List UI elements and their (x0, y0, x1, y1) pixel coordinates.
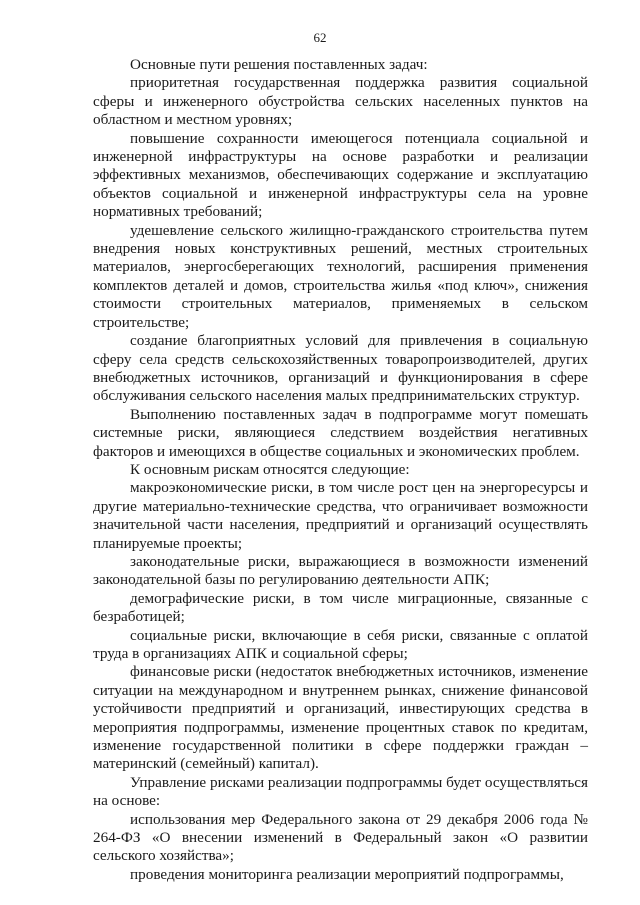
paragraph-demographic-risks: демографические риски, в том числе миграционные, связанные с безработицей; (93, 589, 588, 626)
paragraph-infrastructure: повышение сохранности имеющегося потенциала социальной и инженерной инфраструктуры на основе разработки и реализации эффективных механизмов, обеспечивающих содержание и эксплуатацию объектов социальной и инженерной инфраструктуры села на уровне нормативных требований; (93, 129, 588, 221)
paragraph-monitoring: проведения мониторинга реализации мероприятий подпрограммы, (130, 865, 564, 883)
paragraph-main-risks: К основным рискам относятся следующие: (130, 460, 410, 478)
paragraph-financial-risks: финансовые риски (недостаток внебюджетных источников, изменение ситуации на международном и внутреннем рынках, снижение финансовой устойчивости предприятий и организаций, инвестирующих средства в мероприятия подпрограммы, изменение процентных ставок по кредитам, изменение государственной политики в сфере поддержки граждан – материнский (семейный) капитал). (93, 663, 588, 773)
paragraph-social-risks: социальные риски, включающие в себя риски, связанные с оплатой труда в организациях АПК и социальной сферы; (93, 626, 588, 662)
paragraph-federal-law: использования мер Федерального закона от 29 декабря 2006 года № 264-ФЗ «О внесении изменений в Федеральный закон «О развитии сельского хозяйства»; (93, 810, 588, 865)
paragraph-system-risks: Выполнению поставленных задач в подпрограмме могут помешать системные риски, являющиеся следствием воздействия негативных факторов и имеющихся в обществе социальных и экономических проблем. (93, 405, 588, 460)
paragraph-construction: удешевление сельского жилищно-гражданского строительства путем внедрения новых конструктивных решений, местных строительных материалов, энергосберегающих технологий, расширения применения комплектов деталей и домов, строительства жилья «под ключ», снижения стоимости строительных материалов, применяемых в сельском строительстве; (93, 221, 588, 331)
paragraph-state-support: приоритетная государственная поддержка развития социальной сферы и инженерного обустройства сельских населенных пунктов на областном и местном уровнях; (93, 74, 588, 129)
paragraph-goals-intro: Основные пути решения поставленных задач: (130, 56, 428, 73)
paragraph-favorable-conditions: создание благоприятных условий для привлечения в социальную сферу села средств сельскохозяйственных товаропроизводителей, других внебюджетных источников, организаций и функционирования в сфере обслуживания сельского населения малых предпринимательских структур. (93, 332, 588, 405)
page-number: 62 (313, 30, 327, 45)
body-text (93, 56, 588, 884)
paragraph-macroeconomic-risks: макроэкономические риски, в том числе рост цен на энергоресурсы и другие материально-технические средства, что ограничивает возможности значительной части населения, предприятий и организаций осуществлять планируемые проекты; (93, 479, 588, 552)
paragraph-legislative-risks: законодательные риски, выражающиеся в возможности изменений законодательной базы по регулированию деятельности АПК; (93, 552, 588, 589)
paragraph-risk-management: Управление рисками реализации подпрограммы будет осуществляться на основе: (93, 773, 588, 810)
